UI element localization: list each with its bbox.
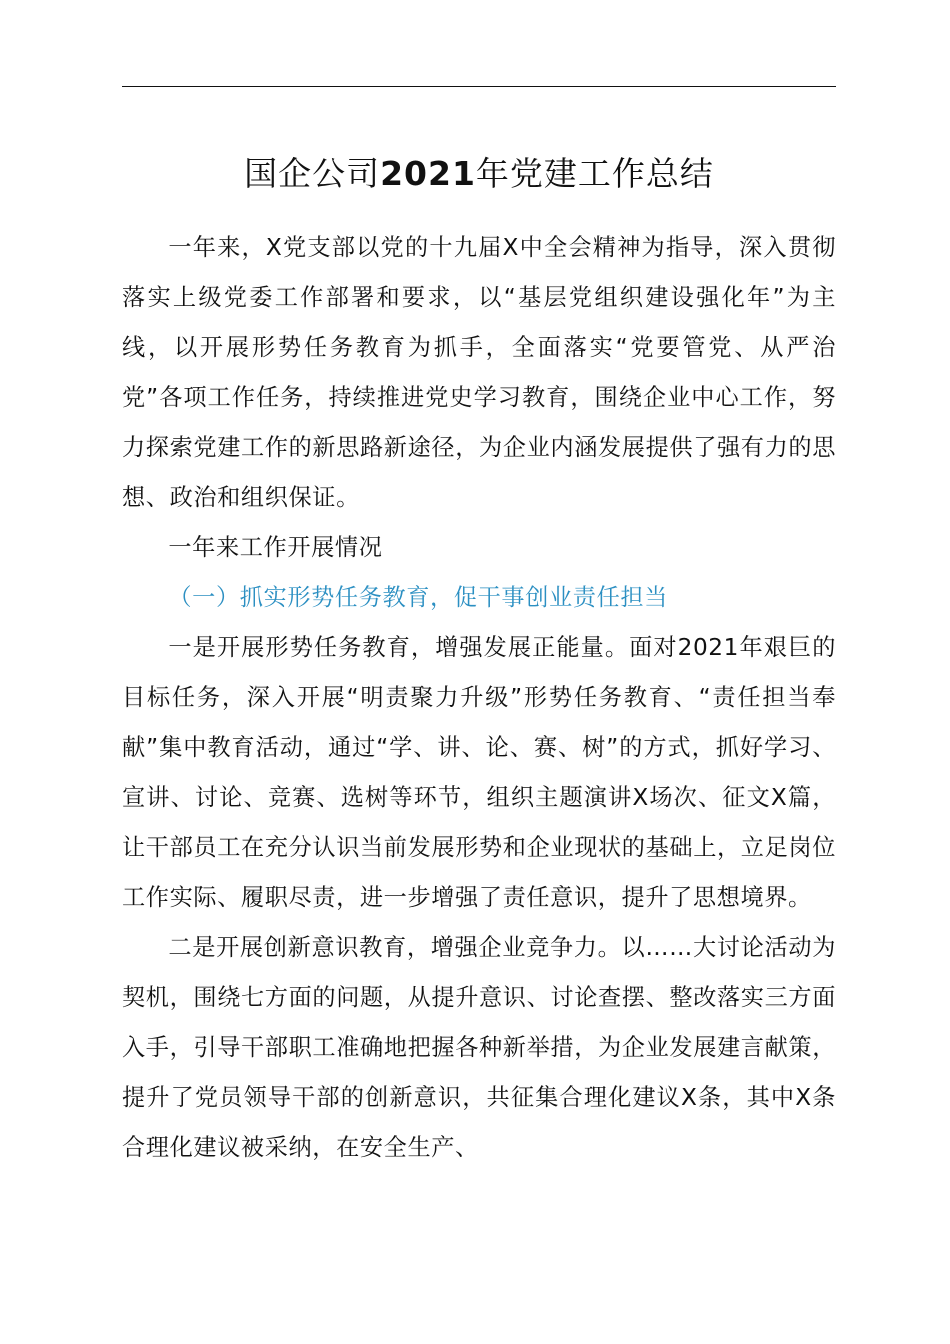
intro-paragraph: 一年来，X党支部以党的十九届X中全会精神为指导，深入贯彻落实上级党委工作部署和要求，以“基层党组织建设强化年”为主线，以开展形势任务教育为抓手，全面落实“党要管党、从严治党”各项工作任务，持续推进党史学习教育，围绕企业中心工作，努力探索党建工作的新思路新途径，为企业内涵发展提供了强有力的思想、政治和组织保证。 xyxy=(122,234,836,511)
document-body xyxy=(122,223,836,1173)
item-2-paragraph: 二是开展创新意识教育，增强企业竞争力。以……大讨论活动为契机，围绕七方面的问题，从提升意识、讨论查摆、整改落实三方面入手，引导干部职工准确地把握各种新举措，为企业发展建言献策，提升了党员领导干部的创新意识，共征集合理化建议X条，其中X条合理化建议被采纳，在安全生产、 xyxy=(122,934,836,1161)
item-1-paragraph: 一是开展形势任务教育，增强发展正能量。面对2021年艰巨的目标任务，深入开展“明责聚力升级”形势任务教育、“责任担当奉献”集中教育活动，通过“学、讲、论、赛、树”的方式，抓好学习、宣讲、讨论、竞赛、选树等环节，组织主题演讲X场次、征文X篇，让干部员工在充分认识当前发展形势和企业现状的基础上，立足岗位工作实际、履职尽责，进一步增强了责任意识，提升了思想境界。 xyxy=(122,634,836,911)
title-suffix: 年党建工作总结 xyxy=(475,154,714,193)
title-prefix: 国企公司 xyxy=(244,154,381,193)
overview-heading: 一年来工作开展情况 xyxy=(168,534,383,561)
header-rule xyxy=(122,86,836,87)
section-1-heading: （一）抓实形势任务教育，促干事创业责任担当 xyxy=(168,584,668,611)
document-title xyxy=(122,148,836,200)
title-year: 2021 xyxy=(380,154,476,193)
